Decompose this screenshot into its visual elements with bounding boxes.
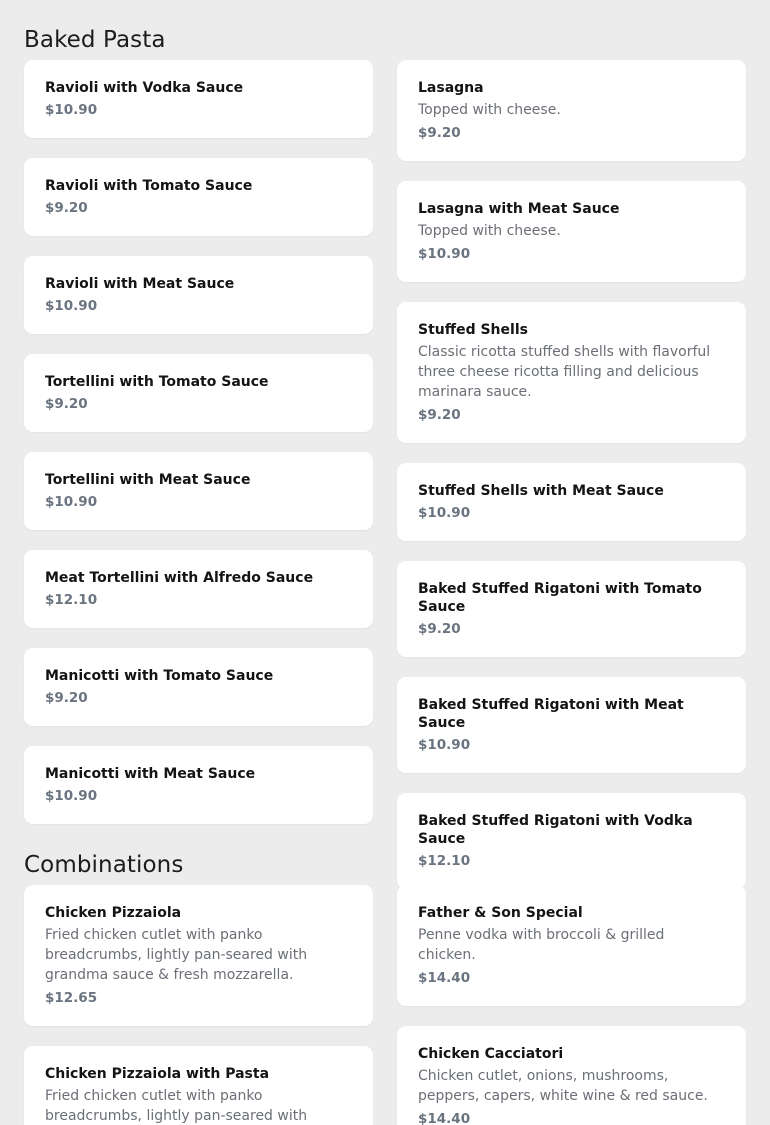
menu-item-name: Manicotti with Meat Sauce [45, 766, 256, 782]
menu-item-card[interactable] [397, 1026, 746, 1125]
menu-item-price: $12.10 [418, 853, 471, 869]
menu-item-card[interactable] [397, 60, 746, 161]
menu-item-card[interactable] [24, 452, 373, 530]
menu-item-name: Ravioli with Tomato Sauce [45, 178, 253, 194]
section-title-baked-pasta: Baked Pasta [24, 27, 166, 53]
menu-item-card[interactable] [397, 181, 746, 282]
menu-item-card[interactable] [397, 885, 746, 1006]
menu-item-card[interactable] [24, 550, 373, 628]
menu-item-name: Meat Tortellini with Alfredo Sauce [45, 570, 314, 586]
menu-item-description: Topped with cheese. [418, 102, 561, 118]
baked-pasta-right-column [397, 60, 746, 909]
menu-item-name: Baked Stuffed Rigatoni with Tomato Sauce [418, 581, 702, 615]
menu-item-price: $9.20 [45, 690, 88, 706]
menu-item-card[interactable] [397, 677, 746, 773]
menu-item-price: $10.90 [418, 246, 471, 262]
menu-item-name: Stuffed Shells [418, 322, 528, 338]
menu-item-name: Lasagna with Meat Sauce [418, 201, 620, 217]
menu-item-description: Topped with cheese. [418, 223, 561, 239]
menu-item-price: $10.90 [418, 505, 471, 521]
combinations-right-column [397, 885, 746, 1125]
menu-item-card[interactable] [24, 885, 373, 1026]
menu-item-name: Father & Son Special [418, 905, 583, 921]
menu-item-name: Stuffed Shells with Meat Sauce [418, 483, 664, 499]
menu-item-name: Baked Stuffed Rigatoni with Meat Sauce [418, 697, 684, 731]
menu-item-name: Ravioli with Meat Sauce [45, 276, 235, 292]
menu-item-name: Tortellini with Tomato Sauce [45, 374, 269, 390]
menu-item-card[interactable] [24, 648, 373, 726]
menu-item-name: Chicken Cacciatori [418, 1046, 564, 1062]
menu-item-card[interactable] [24, 60, 373, 138]
menu-item-price: $9.20 [418, 125, 461, 141]
menu-item-name: Manicotti with Tomato Sauce [45, 668, 274, 684]
menu-item-description: Penne vodka with broccoli & grilled chicken. [418, 927, 665, 963]
menu-item-price: $10.90 [45, 102, 98, 118]
menu-item-name: Chicken Pizzaiola [45, 905, 182, 921]
section-title-combinations: Combinations [24, 852, 184, 878]
menu-item-price: $12.65 [45, 990, 98, 1006]
menu-item-card[interactable] [397, 302, 746, 443]
menu-item-price: $10.90 [45, 788, 98, 804]
menu-item-name: Chicken Pizzaiola with Pasta [45, 1066, 270, 1082]
menu-item-price: $10.90 [45, 298, 98, 314]
menu-item-card[interactable] [397, 463, 746, 541]
menu-item-price: $14.40 [418, 970, 471, 986]
menu-item-description: Fried chicken cutlet with panko breadcrumbs, lightly pan-seared with [45, 1088, 308, 1124]
menu-item-price: $10.90 [418, 737, 471, 753]
menu-item-price: $9.20 [418, 621, 461, 637]
menu-item-name: Lasagna [418, 80, 484, 96]
menu-item-price: $10.90 [45, 494, 98, 510]
menu-item-price: $9.20 [418, 407, 461, 423]
menu-item-card[interactable] [24, 354, 373, 432]
menu-item-price: $9.20 [45, 200, 88, 216]
menu-item-description: Chicken cutlet, onions, mushrooms, peppers, capers, white wine & red sauce. [418, 1068, 708, 1104]
menu-item-name: Baked Stuffed Rigatoni with Vodka Sauce [418, 813, 693, 847]
menu-item-price: $9.20 [45, 396, 88, 412]
menu-item-description: Classic ricotta stuffed shells with flavorful three cheese ricotta filling and delicious marinara sauce. [418, 344, 711, 400]
menu-item-name: Tortellini with Meat Sauce [45, 472, 251, 488]
menu-item-card[interactable] [24, 256, 373, 334]
menu-item-card[interactable] [24, 1046, 373, 1125]
menu-item-card[interactable] [397, 793, 746, 889]
menu-item-price: $12.10 [45, 592, 98, 608]
menu-item-name: Ravioli with Vodka Sauce [45, 80, 244, 96]
combinations-left-column [24, 885, 373, 1125]
menu-item-card[interactable] [397, 561, 746, 657]
menu-item-card[interactable] [24, 746, 373, 824]
baked-pasta-left-column [24, 60, 373, 844]
menu-item-description: Fried chicken cutlet with panko breadcrumbs, lightly pan-seared with grandma sauce & fresh mozzarella. [45, 927, 308, 983]
menu-item-card[interactable] [24, 158, 373, 236]
menu-item-price: $14.40 [418, 1111, 471, 1125]
